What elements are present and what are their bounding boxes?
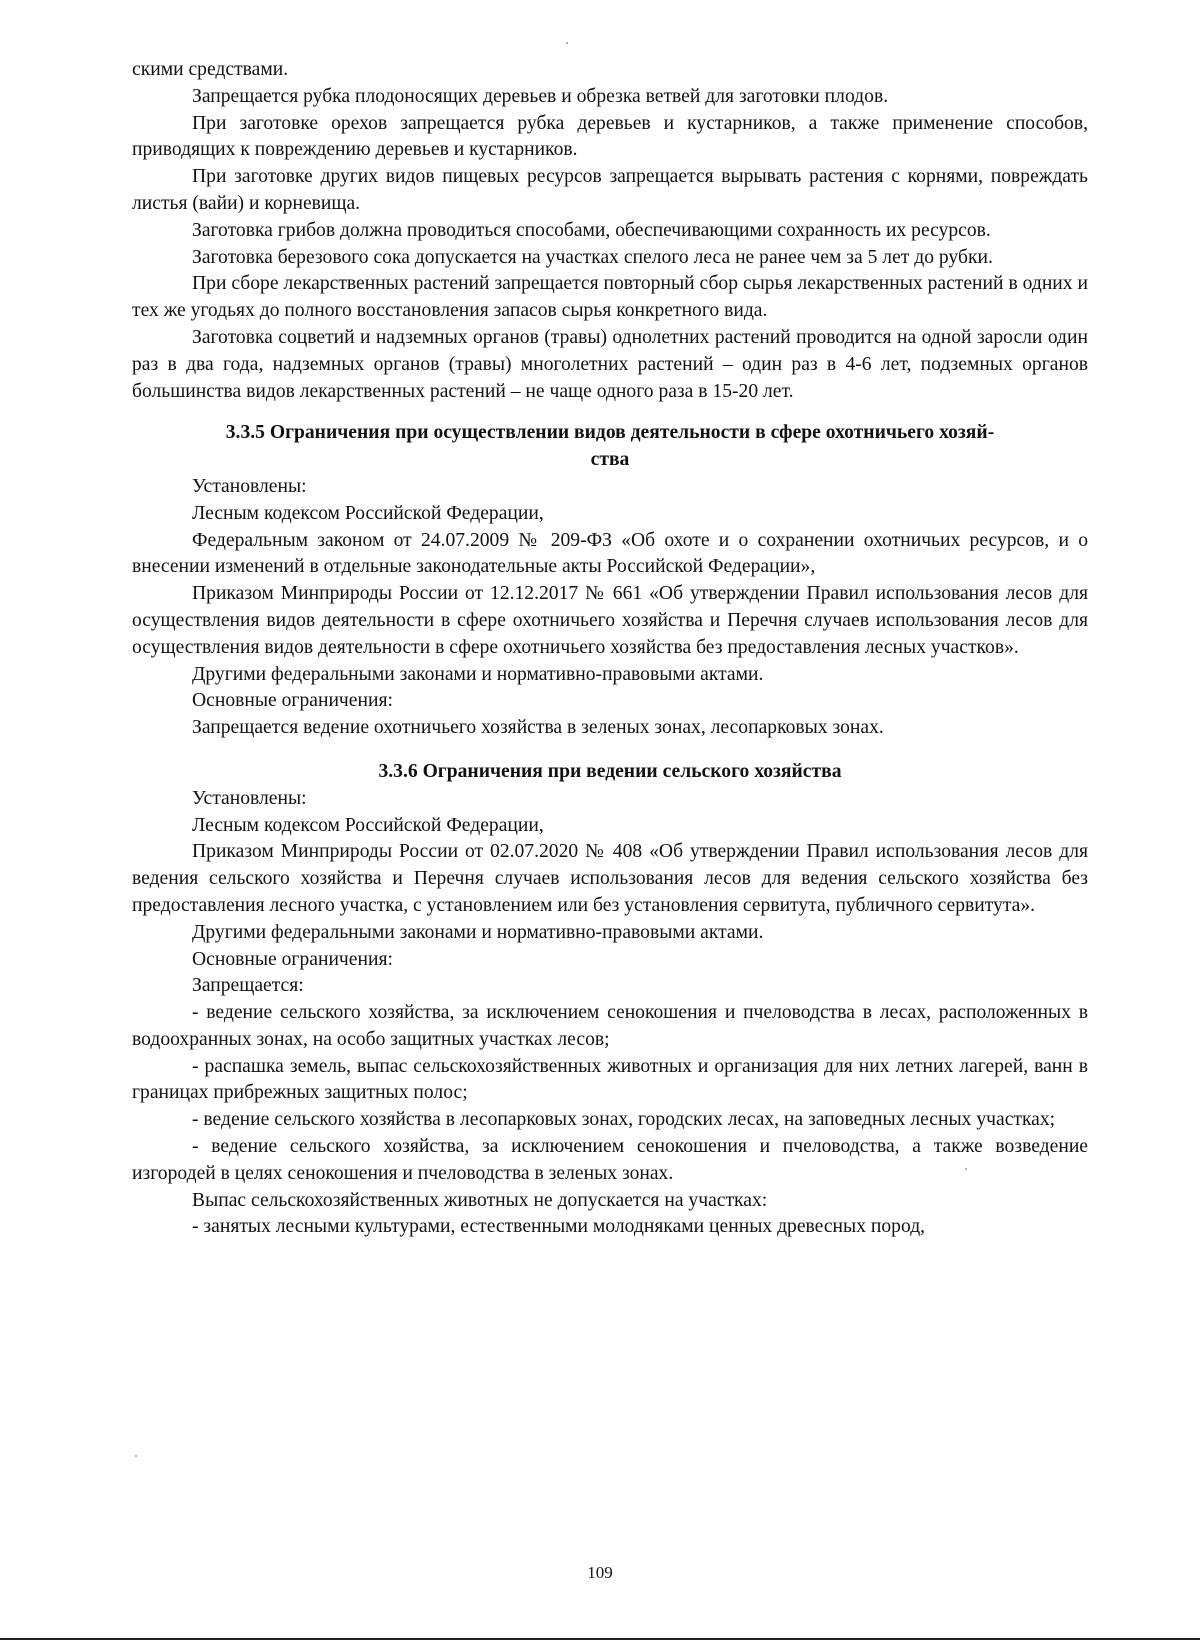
section-heading-line: 3.3.5 Ограничения при осуществлении видов деятельности в сфере охотничьего хозяй- <box>225 422 995 444</box>
paragraph: Лесным кодексом Российской Федерации, <box>192 502 544 524</box>
paragraph: Основные ограничения: <box>192 948 393 970</box>
page-number: 109 <box>587 1563 613 1582</box>
paragraph: Заготовка березового сока допускается на участках спелого леса не ранее чем за 5 лет до рубки. <box>192 246 993 268</box>
scan-speck <box>135 1455 137 1457</box>
paragraph: Другими федеральными законами и нормативно-правовыми актами. <box>192 663 764 685</box>
paragraph: Выпас сельскохозяйственных животных не допускается на участках: <box>192 1189 768 1211</box>
paragraph: скими средствами. <box>132 59 289 80</box>
paragraph: Заготовка соцветий и надземных органов (травы) однолетних растений проводится на одной заросли один раз в два года, надземных органов (травы) многолетних растений – один раз в 4-6 лет, подземных органов большинства видов лекарственных растений – не чаще одного раза в 15-20 лет. <box>132 326 1088 402</box>
paragraph: - ведение сельского хозяйства в лесопарковых зонах, городских лесах, на заповедных лесных участках; <box>192 1109 1056 1131</box>
scan-bottom-edge-line <box>0 1638 1200 1640</box>
paragraph: - ведение сельского хозяйства, за исключением сенокошения и пчеловодства, а также возведение изгородей в целях сенокошения и пчеловодства в зеленых зонах. <box>132 1136 1088 1184</box>
paragraph: При заготовке других видов пищевых ресурсов запрещается вырывать растения с корнями, повреждать листья (вайи) и корневища. <box>132 166 1088 214</box>
paragraph: Установлены: <box>192 787 307 809</box>
paragraph: Лесным кодексом Российской Федерации, <box>192 814 544 836</box>
paragraph: Заготовка грибов должна проводиться способами, обеспечивающими сохранность их ресурсов. <box>192 219 991 241</box>
paragraph: Федеральным законом от 24.07.2009 № 209-ФЗ «Об охоте и о сохранении охотничьих ресурсов, и о внесении изменений в отдельные законодательные акты Российской Федерации», <box>132 529 1088 578</box>
paragraph: Основные ограничения: <box>192 690 393 712</box>
paragraph: Установлены: <box>192 475 307 497</box>
paragraph: - ведение сельского хозяйства, за исключением сенокошения и пчеловодства в лесах, расположенных в водоохранных зонах, на особо защитных участках лесов; <box>132 1002 1088 1050</box>
section-heading-3-3-6: 3.3.6 Ограничения при ведении сельского хозяйства <box>378 760 842 782</box>
paragraph: Приказом Минприроды России от 02.07.2020 № 408 «Об утверждении Правил использования лесов для ведения сельского хозяйства и Перечня случаев использования лесов для ведения сельского хозяйства без предоставления лесного участка, с установлением или без установления сервитута, публичного сервитута». <box>132 841 1088 916</box>
paragraph: Приказом Минприроды России от 12.12.2017 № 661 «Об утверждении Правил использования лесов для осуществления видов деятельности в сфере охотничьего хозяйства и Перечня случаев использования лесов для осуществления видов деятельности в сфере охотничьего хозяйства без предоставления лесных участков». <box>132 583 1088 658</box>
section-heading-line: ства <box>590 449 630 471</box>
paragraph: Запрещается: <box>192 975 304 997</box>
paragraph: - распашка земель, выпас сельскохозяйственных животных и организация для них летних лагерей, ванн в границах прибрежных защитных полос; <box>132 1055 1088 1104</box>
scan-speck <box>965 1168 967 1170</box>
paragraph: Запрещается ведение охотничьего хозяйства в зеленых зонах, лесопарковых зонах. <box>192 717 884 739</box>
paragraph: - занятых лесными культурами, естественными молодняками ценных древесных пород, <box>192 1216 926 1238</box>
paragraph: При заготовке орехов запрещается рубка деревьев и кустарников, а также применение способов, приводящих к повреждению деревьев и кустарников. <box>132 112 1088 161</box>
paragraph: Другими федеральными законами и нормативно-правовыми актами. <box>192 921 764 943</box>
paragraph: Запрещается рубка плодоносящих деревьев и обрезка ветвей для заготовки плодов. <box>192 85 889 107</box>
paragraph: При сборе лекарственных растений запрещается повторный сбор сырья лекарственных растений в одних и тех же угодьях до полного восстановления запасов сырья конкретного вида. <box>132 273 1088 322</box>
scan-speck <box>566 42 568 44</box>
page-body <box>132 57 1088 1241</box>
section-heading-3-3-5 <box>132 420 1088 474</box>
